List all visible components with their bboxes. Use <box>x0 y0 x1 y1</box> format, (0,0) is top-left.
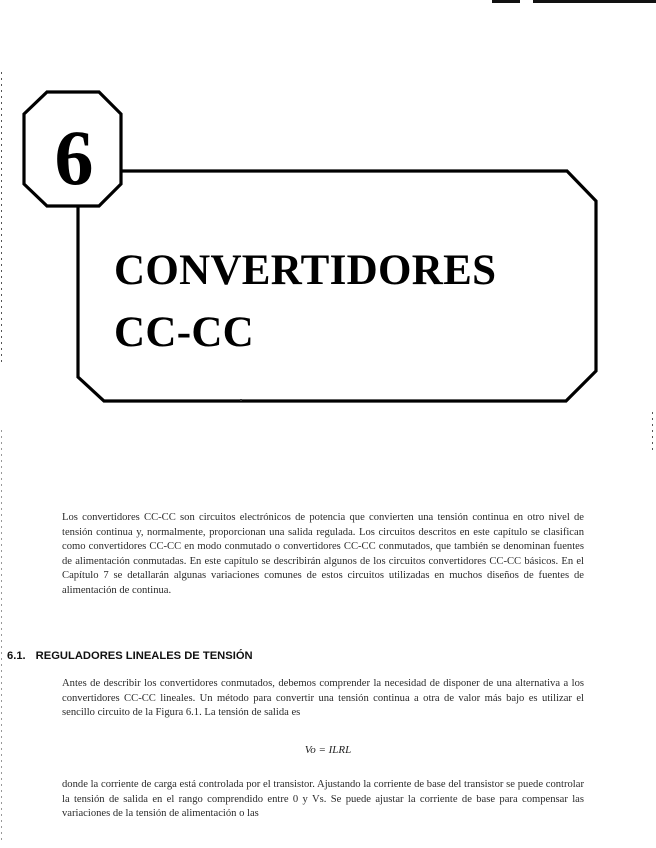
scan-edge-left-lower <box>1 430 2 840</box>
intro-paragraph: Los convertidores CC-CC son circuitos electrónicos de potencia que convierten una tensión continua en otro nivel de tensión continua y, normalmente, proporcionan una salida regulada. Los circuitos descritos en este capítulo se clasifican como convertidores CC-CC en modo conmutado o convertidores CC-CC conmutados, que también se denominan fuentes de alimentación conmutadas. En este capítulo se describirán algunos de los circuitos convertidores CC-CC básicos. En el Capítulo 7 se detallarán algunas variaciones comunes de estos circuitos utilizadas en muchos diseños de fuentes de alimentación de continua. <box>62 512 584 596</box>
body-paragraph-1: Antes de describir los convertidores conmutados, debemos comprender la necesidad de disponer de una alternativa a los convertidores CC-CC lineales. Un método para convertir una tensión continua a otra de valor más bajo es utilizar el sencillo circuito de la Figura 6.1. La tensión de salida es <box>62 678 584 719</box>
speck-mark <box>240 399 242 401</box>
section-number: 6.1. <box>7 650 26 662</box>
section-title: REGULADORES LINEALES DE TENSIÓN <box>35 650 253 662</box>
body-paragraph-2: donde la corriente de carga está controlada por el transistor. Ajustando la corriente de base del transistor se puede controlar la tensión de salida en el rango comprendido entre 0 y Vs. Se puede ajustar la corriente de base para compensar las variaciones de la tensión de alimentación o las <box>62 779 584 820</box>
section-heading <box>7 650 253 662</box>
chapter-title-line-1: CONVERTIDORES <box>114 247 497 294</box>
chapter-title-line-2: CC-CC <box>114 309 255 356</box>
chapter-title <box>114 240 496 364</box>
equation: Vo = ILRL <box>304 744 352 756</box>
chapter-number: 6 <box>54 114 94 201</box>
